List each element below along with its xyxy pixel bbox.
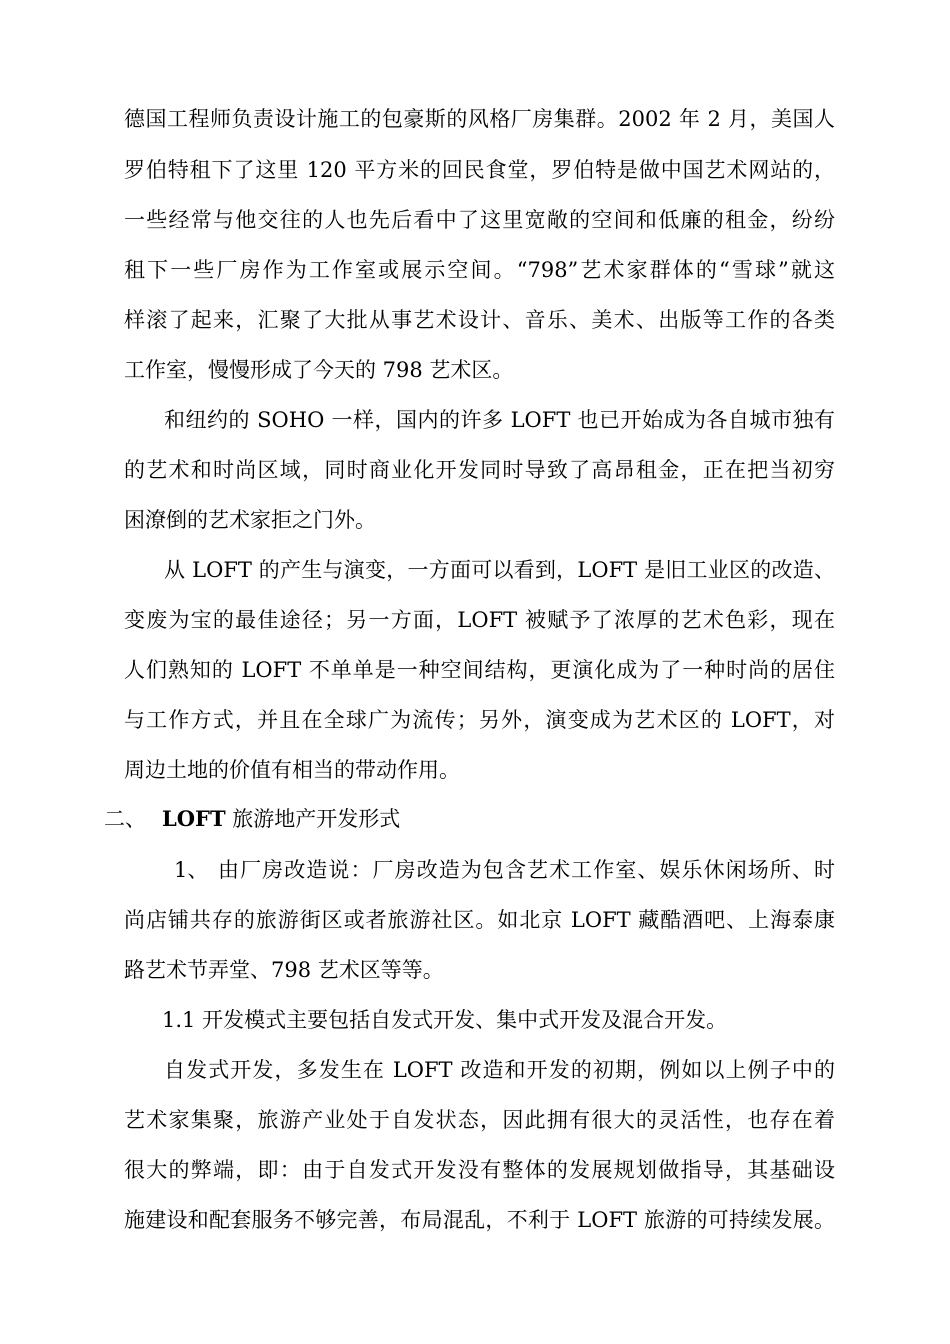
paragraph-last-line-2: 艺术家集聚，旅游产业处于自发状态，因此拥有很大的灵活性，也存在着 bbox=[124, 1108, 835, 1132]
paragraph-2-line-1: 和纽约的 SOHO 一样，国内的许多 LOFT 也已开始成为各自城市独有 bbox=[164, 408, 835, 432]
item-1-line-3: 路艺术节弄堂、798 艺术区等等。 bbox=[124, 958, 444, 982]
paragraph-last-line-1: 自发式开发，多发生在 LOFT 改造和开发的初期，例如以上例子中的 bbox=[164, 1058, 835, 1082]
paragraph-3-line-1: 从 LOFT 的产生与演变，一方面可以看到，LOFT 是旧工业区的改造、 bbox=[164, 558, 835, 582]
item-1-number: 1、 bbox=[174, 858, 209, 882]
section-heading-number: 二、 bbox=[104, 807, 146, 831]
paragraph-3-line-3: 人们熟知的 LOFT 不单单是一种空间结构，更演化成为了一种时尚的居住 bbox=[124, 658, 835, 682]
paragraph-last-line-4: 施建设和配套服务不够完善，布局混乱，不利于 LOFT 旅游的可持续发展。 bbox=[124, 1208, 835, 1232]
sub-item-1-1: 1.1 开发模式主要包括自发式开发、集中式开发及混合开发。 bbox=[162, 1008, 728, 1032]
paragraph-2-line-3: 困潦倒的艺术家拒之门外。 bbox=[124, 508, 376, 532]
paragraph-1-line-3: 一些经常与他交往的人也先后看中了这里宽敞的空间和低廉的租金，纷纷 bbox=[124, 208, 835, 232]
paragraph-3-line-5: 周边土地的价值有相当的带动作用。 bbox=[124, 758, 460, 782]
paragraph-2-line-2: 的艺术和时尚区域，同时商业化开发同时导致了高昂租金，正在把当初穷 bbox=[124, 458, 835, 482]
item-1-line-2: 尚店铺共存的旅游街区或者旅游社区。如北京 LOFT 藏酷酒吧、上海泰康 bbox=[124, 908, 835, 932]
paragraph-3-line-4: 与工作方式，并且在全球广为流传；另外，演变成为艺术区的 LOFT，对 bbox=[124, 708, 835, 732]
paragraph-1-line-5: 样滚了起来，汇聚了大批从事艺术设计、音乐、美术、出版等工作的各类 bbox=[124, 308, 835, 332]
section-heading-bold: LOFT bbox=[162, 806, 226, 831]
item-1-line-1: 由厂房改造说：厂房改造为包含艺术工作室、娱乐休闲场所、时 bbox=[218, 858, 835, 882]
paragraph-1-line-6: 工作室，慢慢形成了今天的 798 艺术区。 bbox=[124, 358, 514, 382]
section-heading-rest: 旅游地产开发形式 bbox=[225, 807, 401, 831]
paragraph-last-line-3: 很大的弊端，即：由于自发式开发没有整体的发展规划做指导，其基础设 bbox=[124, 1158, 835, 1182]
paragraph-1-line-4: 租下一些厂房作为工作室或展示空间。“798”艺术家群体的“雪球”就这 bbox=[124, 258, 835, 282]
paragraph-3-line-2: 变废为宝的最佳途径；另一方面，LOFT 被赋予了浓厚的艺术色彩，现在 bbox=[124, 608, 835, 632]
paragraph-1-line-2: 罗伯特租下了这里 120 平方米的回民食堂，罗伯特是做中国艺术网站的， bbox=[124, 158, 835, 182]
section-heading bbox=[162, 804, 400, 834]
paragraph-1-line-1: 德国工程师负责设计施工的包豪斯的风格厂房集群。2002 年 2 月，美国人 bbox=[124, 107, 835, 131]
